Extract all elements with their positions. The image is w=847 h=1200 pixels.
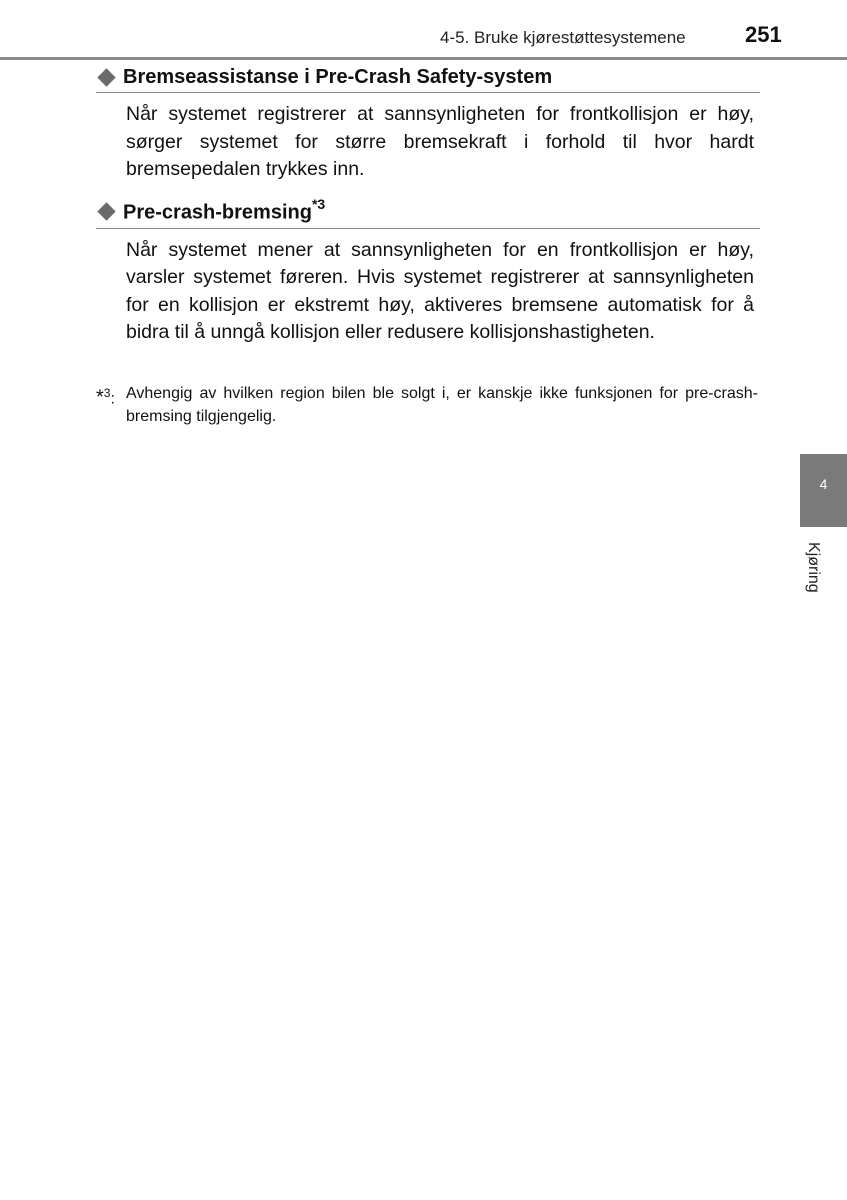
section-brake-assist bbox=[96, 66, 760, 184]
diamond-bullet-icon bbox=[97, 68, 115, 86]
section-pre-crash-braking bbox=[96, 198, 760, 347]
section-heading bbox=[96, 66, 760, 93]
chapter-tab bbox=[800, 454, 847, 527]
section-title: Bremseassistanse i Pre-Crash Safety-system bbox=[123, 66, 553, 88]
diamond-bullet-icon bbox=[97, 202, 115, 220]
chapter-label: Kjøring bbox=[805, 542, 822, 593]
section-body: Når systemet mener at sannsynligheten for en frontkollisjon er høy, varsler systemet føreren. Hvis systemet registrerer at sannsynligheten for en kollisjon er ekstremt høy, aktiveres bremsene automatisk for å bidra til å unngå kollisjon eller redusere kollisjonshastigheten. bbox=[126, 238, 754, 344]
footnote-reference: *3 bbox=[311, 196, 326, 212]
page-number: 251 bbox=[745, 22, 782, 47]
footnote-text: Avhengig av hvilken region bilen ble solgt i, er kanskje ikke funksjonen for pre-crash-bremsing tilgjengelig. bbox=[126, 385, 758, 425]
chapter-number: 4 bbox=[819, 476, 828, 492]
section-title bbox=[123, 198, 325, 225]
header-rule bbox=[0, 57, 847, 60]
footnote-number: 3 bbox=[103, 386, 111, 400]
footnote-star: * bbox=[96, 386, 104, 409]
section-title-text: Pre-crash-bremsing bbox=[123, 201, 312, 224]
footnote bbox=[96, 382, 758, 428]
footnote-marker bbox=[96, 382, 126, 410]
section-heading bbox=[96, 198, 760, 229]
footnote-separator: : bbox=[110, 390, 115, 408]
running-header-title: 4-5. Bruke kjørestøttesystemene bbox=[440, 28, 686, 47]
section-body: Når systemet registrerer at sannsynligheten for frontkollisjon er høy, sørger systemet for større bremsekraft i forhold til hvor hardt bremsepedalen trykkes inn. bbox=[126, 103, 754, 180]
